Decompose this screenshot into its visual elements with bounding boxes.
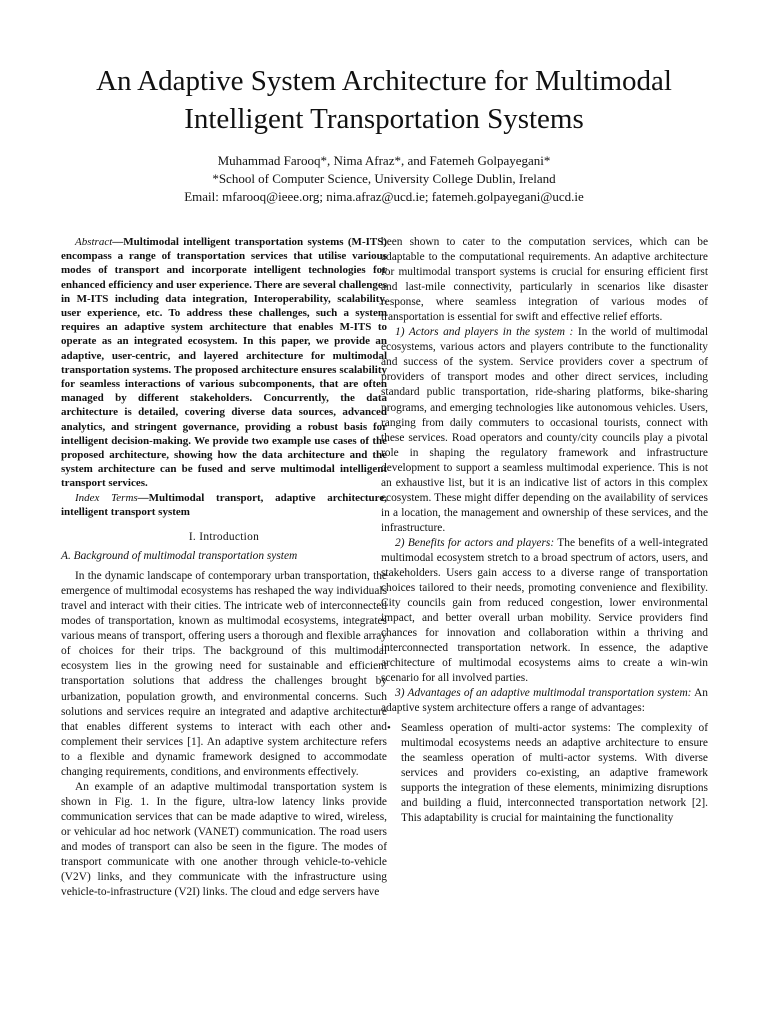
section-heading-introduction: I. Introduction: [188, 531, 260, 544]
paper-title: An Adaptive System Architecture for Multimodal Intelligent Transportation Systems: [96, 65, 672, 135]
intro-paragraph-1: In the dynamic landscape of contemporary urban transportation, the emergence of multimodal ecosystems has reshaped the way individuals travel and interact with their cities. The intricate web of interconnected modes of transportation, known as multimodal ecosystems, integrates various means of transport, offering users a thorough and flexible array of choices for their trips. The background of this multimodal ecosystem lies in the growing need for sustainable and efficient transportation solutions that address the challenges brought by urbanization, population growth, and environmental concerns. Such solutions and services require an integrated and adaptive architecture that enables different systems to interact with each other and complement their services [1]. An adaptive system architecture refers to a flexible and dynamic framework designed to accommodate changing requirements, conditions, and environments effectively.: [61, 570, 387, 778]
author-names: Muhammad Farooq*, Nima Afraz*, and Fatemeh Golpayegani*: [217, 153, 551, 168]
index-terms-text: —Multimodal transport, adaptive architecture, intelligent transport system: [61, 491, 387, 518]
list-item-text: Seamless operation of multi-actor systems: The complexity of multimodal ecosystems needs an adaptive architecture to ensure the seamless operation of multi-actor systems. With diverse services and providers co-existing, an adaptive framework supports the integration of these elements, minimizing disruptions and building a fluid, interconnected transportation network [2]. This adaptability is crucial for maintaining the functionality: [401, 721, 708, 824]
actors-heading: 1) Actors and players in the system :: [395, 326, 574, 339]
actors-text: In the world of multimodal ecosystems, various actors and players contribute to the functionality and success of the system. Service providers cover a spectrum of providers of transport modes and other direct services, including standard public transportation, ride-sharing platforms, bike-sharing programs, and emerging technologies like autonomous vehicles. Users, ranging from daily commuters to occasional tourists, connect with these services. Road operators and county/city councils play a pivotal role in shaping the regulatory framework and infrastructure development to support a seamless multimodal experience. This is not an exhaustive list, but it is an indicative list of actors in this complex ecosystem. These might differ depending on the availability of services in a location, the management and ownership of these services, and the infrastructure.: [381, 326, 708, 534]
right-column: [381, 235, 708, 826]
affiliation: *School of Computer Science, University College Dublin, Ireland: [212, 171, 556, 186]
index-terms: [61, 491, 387, 519]
benefits-heading: 2) Benefits for actors and players:: [395, 536, 555, 549]
list-item: [387, 721, 708, 826]
author-emails: Email: mfarooq@ieee.org; nima.afraz@ucd.ie; fatemeh.golpayegani@ucd.ie: [184, 189, 584, 204]
index-terms-label: Index Terms: [75, 491, 138, 504]
advantages-paragraph: [381, 686, 708, 716]
abstract: [61, 235, 387, 491]
abstract-label: Abstract: [75, 236, 113, 248]
author-block: [40, 152, 728, 206]
actors-paragraph: [381, 325, 708, 536]
bullet-icon: •: [387, 721, 391, 734]
advantages-heading: 3) Advantages of an adaptive multimodal transportation system:: [395, 687, 692, 700]
abstract-text: —Multimodal intelligent transportation systems (M-ITS) encompass a range of transportation services that utilise various modes of transport and incorporate intelligent technologies for enhanced efficiency and user experience. There are several challenges in M-ITS including data integration, Interoperability, scalability, user experience, etc. To address these challenges, such a system requires an adaptive system architecture that enables M-ITS to operate as an integrated ecosystem. In this paper, we provide an adaptive, user-centric, and layered architecture for multimodal transportation systems. The proposed architecture ensures scalability for seamless interactions of various subcomponents, that are often managed by different stakeholders. Concurrently, the data architecture is detailed, covering diverse data sources, advanced analytics, and stringent governance, providing a robust basis for intelligent decision-making. We provide two example use cases of the proposed architecture, showing how the data architecture and the system architecture can be fused and serve multimodal intelligent transport services.: [61, 236, 387, 490]
benefits-text: The benefits of a well-integrated multimodal ecosystem stretch to a broad spectrum of actors, users, and stakeholders. Users gain access to a diverse range of transportation choices tailored to their needs, promoting convenience and flexibility. City councils gain from reduced congestion, lower environmental impact, and better overall urban mobility. Service providers find chances for innovation and collaboration within a thriving and interconnected transportation network. In essence, the adaptive architecture of multimodal ecosystems aims to create a win-win scenario for all involved parties.: [381, 536, 708, 685]
benefits-paragraph: [381, 536, 708, 686]
intro-paragraph-2: An example of an adaptive multimodal transportation system is shown in Fig. 1. In the figure, ultra-low latency links provide communication services that can be made adaptive to wired, wireless, or vehicular ad hoc network (VANET) communication. The road users and modes of transport can also be seen in the figure. The modes of transport communicate with one another through vehicle-to-vehicle (V2V) links, and they communicate with the infrastructure using vehicle-to-infrastructure (V2I) links. The cloud and edge servers have: [61, 780, 387, 899]
left-column: [61, 235, 387, 900]
advantages-list: [381, 721, 708, 826]
intro-paragraph-2-continued: been shown to cater to the computation services, which can be adaptable to the computational requirements. An adaptive architecture for multimodal transport systems is crucial for ensuring efficient first and last-mile connectivity, particularly in scenarios like disaster response, where seamless integration of various modes of transportation is essential for swift and effective relief efforts.: [381, 236, 708, 324]
advantages-text: An adaptive system architecture offers a range of advantages:: [381, 687, 709, 715]
subsection-heading-background: A. Background of multimodal transportation system: [61, 550, 298, 563]
